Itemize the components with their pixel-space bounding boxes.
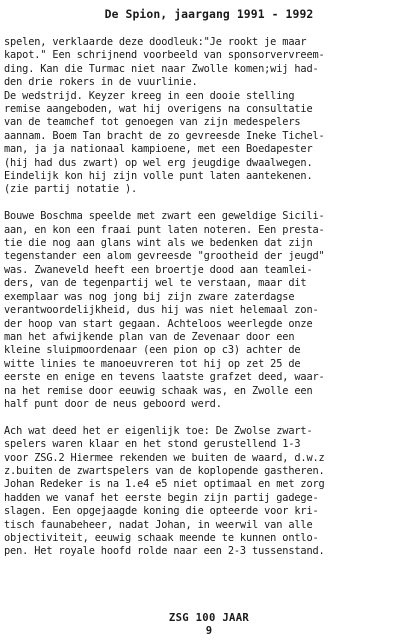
text-line: remise aangeboden, wat hij overigens na consultatie [4,103,313,116]
text-line: van de teamchef tot genoegen van zijn medespelers [4,116,301,129]
text-line: tie die nog aan glans wint als we bedenken dat zijn [4,237,313,250]
text-line: aan, en kon een fraai punt laten noteren. Een presta- [4,223,325,236]
footer-title: ZSG 100 JAAR [168,612,250,624]
page-number: 9 [205,625,213,637]
text-line: spelers waren klaar en het stond gerustellend 1-3 [4,438,301,451]
text-line: ding. Kan die Turmac niet naar Zwolle komen;wij had- [4,62,319,75]
text-line: De wedstrijd. Keyzer kreeg in een dooie stelling [4,89,295,102]
text-line: pen. Het royale hoofd rolde naar een 2-3 tussenstand. [4,545,325,558]
text-line: objectiviteit, eeuwig schaak meende te kunnen ontlo- [4,532,319,544]
text-line: aannam. Boem Tan bracht de zo gevreesde Ineke Tichel- [4,129,325,142]
text-line: half punt door de neus geboord werd. [4,397,222,410]
text-line: z.buiten de zwartspelers van de koplopende gastheren. [4,464,325,477]
text-line: slagen. Een opgejaagde koning die opteerde voor kri- [4,505,319,518]
text-line: voor ZSG.2 Hiermee rekenden we buiten de waard, d.w.z [4,451,325,464]
text-line: tegenstander een alom gevreesde "grootheid der jeugd" [4,250,325,263]
text-line: Bouwe Boschma speelde met zwart een geweldige Sicili- [4,210,325,223]
text-line: Eindelijk kon hij zijn volle punt laten aantekenen. [4,170,313,183]
text-line: verantwoordelijkheid, dus hij was niet helemaal zon- [4,304,319,317]
text-line: exemplaar was nog jong bij zijn zware zaterdagse [4,290,295,303]
text-line: na het remise door eeuwig schaak was, en Zwolle een [4,384,313,397]
text-line: Johan Redeker is na 1.e4 e5 niet optimaal en met zorg [4,478,325,491]
text-line: ders, van de tegenpartij wel te verstaan, maar dit [4,277,307,290]
text-line: hadden we vanaf het eerste begin zijn partij gadege- [4,491,319,504]
text-line: (hij had dus zwart) op wel erg jeugdige dwaalwegen. [4,156,313,169]
text-line: Ach wat deed het er eigenlijk toe: De Zwolse zwart- [4,424,313,437]
paragraph [4,425,416,559]
text-line: was. Zwaneveld heeft een broertje dood aan teamlei- [4,263,313,276]
text-line: eerste en enige en tevens laatste grafzet deed, waar- [4,371,325,384]
article-body [4,36,416,559]
text-line: man, ja ja nationaal kampioene, met een Boedapester [4,143,313,156]
text-line: (zie partij notatie ). [4,183,138,196]
text-line: spelen, verklaarde deze doodleuk:"Je rookt je maar [4,36,307,48]
text-line: den drie rokers in de vuurlinie. [4,76,198,89]
paragraph [4,210,416,411]
text-line: kapot." Een schrijnend voorbeeld van sponsorvervreem- [4,49,325,62]
text-line: man het afwijkende plan van de Zevenaar door een [4,330,295,343]
text-line: kleine sluipmoordenaar (een pion op c3) achter de [4,344,301,357]
paragraph [4,36,416,197]
page-header: De Spion, jaargang 1991 - 1992 [104,7,314,21]
text-line: witte linies te manoeuvreren tot hij op zet 25 de [4,357,301,370]
text-line: der hoop van start gegaan. Achteloos weerlegde onze [4,317,313,330]
text-line: tisch faunabeheer, nadat Johan, in weerwil van alle [4,518,313,531]
